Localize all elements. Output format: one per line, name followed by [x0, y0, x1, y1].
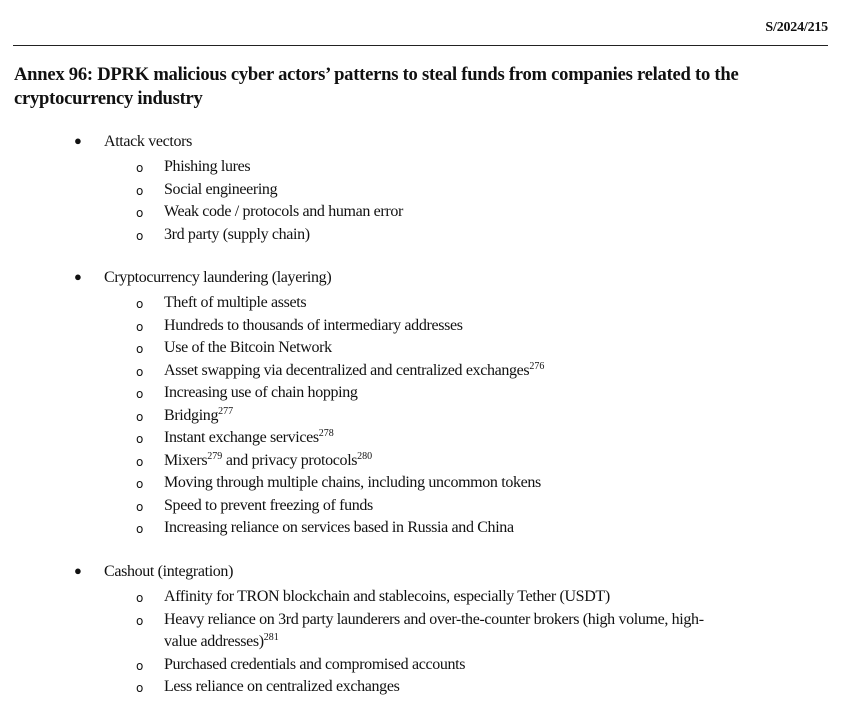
list-item [74, 315, 734, 338]
list-item [74, 517, 734, 540]
item-text-continued: and privacy protocols [222, 451, 358, 469]
circle-bullet-icon: o [136, 161, 143, 175]
list-item [74, 427, 734, 450]
item-text: Weak code / protocols and human error [164, 203, 404, 220]
footnote-ref[interactable]: 280 [357, 450, 373, 462]
circle-bullet-icon: o [136, 183, 143, 198]
list-item [74, 224, 734, 247]
list-item [74, 201, 734, 224]
item-text: Less reliance on centralized exchanges [164, 678, 400, 695]
list-item [74, 292, 734, 315]
item-text: Increasing use of chain hopping [164, 384, 358, 401]
sub-list [74, 292, 734, 540]
list-item [74, 609, 734, 654]
list-item [74, 676, 734, 699]
item-text: Speed to prevent freezing of funds [164, 496, 373, 514]
section-heading: Cryptocurrency laundering (layering) [104, 269, 332, 286]
item-text: Purchased credentials and compromised accounts [164, 655, 466, 673]
circle-bullet-icon: o [136, 454, 143, 469]
circle-bullet-icon: o [136, 613, 143, 628]
circle-bullet-icon: o [136, 364, 143, 379]
annex-title: Annex 96: DPRK malicious cyber actors’ patterns to steal funds from companies related to the cryptocurrency industry [14, 64, 739, 109]
section-heading-row [74, 563, 734, 586]
item-text-with-footnote [164, 427, 734, 450]
circle-bullet-icon: o [136, 409, 143, 424]
section-attack-vectors [74, 133, 734, 246]
circle-bullet-icon: o [136, 499, 143, 514]
item-text: Instant exchange services [164, 429, 319, 446]
circle-bullet-icon: o [136, 432, 143, 446]
item-text: Heavy reliance on 3rd party launderers and over-the-counter brokers (high volume, high-value addresses) [164, 610, 704, 650]
item-text: Moving through multiple chains, including uncommon tokens [164, 474, 541, 491]
circle-bullet-icon: o [136, 591, 143, 605]
item-text: 3rd party (supply chain) [164, 225, 310, 243]
list-item [74, 450, 734, 473]
list-item [74, 337, 734, 360]
item-text: Asset swapping via decentralized and centralized exchanges [164, 361, 530, 379]
list-item [74, 472, 734, 495]
bullet-icon: ● [74, 563, 82, 578]
section-cashout [74, 563, 734, 699]
footnote-ref[interactable]: 279 [207, 450, 223, 462]
item-text: Mixers [164, 451, 208, 469]
document-symbol: S/2024/215 [765, 20, 828, 35]
circle-bullet-icon: o [136, 522, 143, 536]
footnote-ref[interactable]: 278 [318, 428, 334, 439]
circle-bullet-icon: o [136, 477, 143, 491]
item-text: Use of the Bitcoin Network [164, 339, 332, 356]
item-text-with-footnote [164, 450, 734, 473]
footnote-ref[interactable]: 276 [529, 360, 545, 372]
circle-bullet-icon: o [136, 681, 143, 695]
item-text-with-footnote [164, 405, 734, 428]
footnote-ref[interactable]: 277 [218, 405, 234, 417]
list-item [74, 382, 734, 405]
circle-bullet-icon: o [136, 297, 143, 311]
footnote-ref[interactable]: 281 [263, 632, 279, 643]
item-text: Theft of multiple assets [164, 294, 307, 311]
item-text: Increasing reliance on services based in Russia and China [164, 519, 514, 536]
item-text-with-footnote [164, 360, 734, 383]
section-heading: Cashout (integration) [104, 563, 234, 580]
item-text: Hundreds to thousands of intermediary addresses [164, 316, 463, 334]
list-item [74, 405, 734, 428]
item-text: Phishing lures [164, 158, 251, 175]
section-heading-row [74, 133, 734, 156]
item-text: Bridging [164, 406, 219, 424]
bullet-icon: ● [74, 269, 82, 284]
section-heading-row [74, 269, 734, 292]
section-heading: Attack vectors [104, 133, 192, 150]
bullet-icon: ● [74, 133, 82, 148]
item-text-with-footnote [164, 609, 734, 654]
list-item [74, 586, 734, 609]
sub-list [74, 156, 734, 246]
circle-bullet-icon: o [136, 387, 143, 401]
circle-bullet-icon: o [136, 342, 143, 356]
list-item [74, 179, 734, 202]
item-text: Social engineering [164, 180, 278, 198]
list-item [74, 654, 734, 677]
list-item [74, 156, 734, 179]
page-header [13, 0, 828, 46]
sub-list [74, 586, 734, 699]
list-item [74, 360, 734, 383]
list-item [74, 495, 734, 518]
circle-bullet-icon: o [136, 228, 143, 243]
section-laundering [74, 269, 734, 540]
item-text: Affinity for TRON blockchain and stablecoins, especially Tether (USDT) [164, 588, 610, 605]
circle-bullet-icon: o [136, 206, 143, 220]
circle-bullet-icon: o [136, 658, 143, 673]
circle-bullet-icon: o [136, 319, 143, 334]
